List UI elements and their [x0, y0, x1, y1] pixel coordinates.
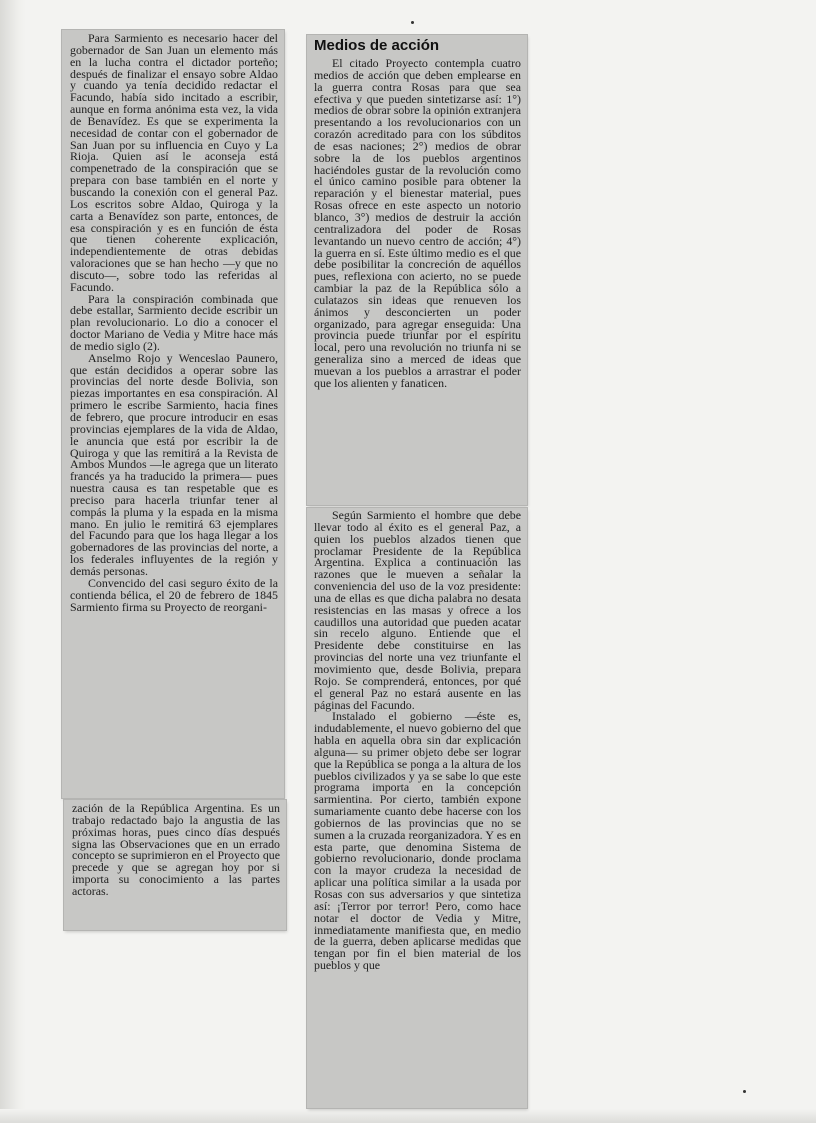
- paragraph: Para la conspiración combinada que debe estallar, Sarmiento decide escribir un plan revolucionario. Lo dio a conocer el doctor Mariano de Vedia y Mitre hace más de medio siglo (2).: [70, 291, 278, 353]
- newspaper-clipping-right-upper: [307, 35, 527, 505]
- scan-page-edge: [0, 0, 26, 1123]
- scan-speck: [411, 21, 414, 24]
- scan-speck: [743, 1090, 746, 1093]
- paragraph: Instalado el gobierno —éste es, indudablemente, el nuevo gobierno del que habla en aquella obra sin dar explicación alguna— su primer objeto debe ser lograr que la República se ponga a la altura de los pueblos civilizados y ya se sabe lo que este programa importa en la concepción sarmientina. Por cierto, también expone sumariamente cuanto debe hacerse con los gobiernos de las provincias que no se sumen a la cruzada reorganizadora. Y es en esta parte, que denomina Sistema de gobierno revolucionario, donde proclama con la mayor crudeza la necesidad de aplicar una política similar a la usada por Rosas con sus adversarios y que sintetiza así: ¡Terror por terror! Pero, como hace notar el doctor de Vedia y Mitre, inmediatamente manifiesta que, en medio de la guerra, deben aplicarse medidas que tengan por fin el bien material de los pueblos y que: [314, 709, 521, 973]
- newspaper-clipping-right-lower: [307, 508, 527, 1108]
- newspaper-clipping-left-upper: [62, 30, 284, 798]
- scan-page-bottom-edge: [0, 1109, 816, 1123]
- paragraph: Para Sarmiento es necesario hacer del gobernador de San Juan un elemento más en la lucha contra el dictador porteño; después de finalizar el ensayo sobre Aldao y cuando ya tenía decidido redactar el Facundo, había sido incitado a escribir, aunque en forma anónima esta vez, la vida de Benavídez. Es que se experimenta la necesidad de contar con el gobernador de San Juan por su influencia en Cuyo y La Rioja. Quien así le aconseja está compenetrado de la conspiración que se prepara con base también en el norte y buscando la conexión con el general Paz. Los escritos sobre Aldao, Quiroga y la carta a Benavídez son parte, entonces, de esa conspiración y es en función de ésta que tienen coherente explicación, independientemente de otras debidas valoraciones que se han hecho —y que no discuto—, sobre todo las referidas al Facundo.: [70, 31, 278, 294]
- newspaper-clipping-left-lower: [64, 800, 286, 930]
- paragraph: Convencido del casi seguro éxito de la contienda bélica, el 20 de febrero de 1845 Sarmiento firma su Proyecto de reorgani-: [70, 575, 278, 614]
- paragraph: Anselmo Rojo y Wenceslao Paunero, que están decididos a operar sobre las provincias del norte desde Bolivia, son piezas importantes en esa conspiración. Al primero le escribe Sarmiento, hacia fines de febrero, que procure introducir en esas provincias ejemplares de la vida de Aldao, le anuncia que está por escribir la de Quiroga y que las remitirá a la Revista de Ambos Mundos —le agrega que un literato francés ya ha traducido la primera— pues nuestra causa es tan respetable que es preciso para hacerla triunfar tener al compás la pluma y la espada en la misma mano. En julio le remitirá 63 ejemplares del Facundo para que los haga llegar a los gobernadores de las provincias del norte, a los federales influyentes de la región y demás personas.: [70, 350, 278, 578]
- paragraph: zación de la República Argentina. Es un trabajo redactado bajo la angustia de las próximas horas, pues cinco días después signa las Observaciones que en un errado concepto se suprimieron en el Proyecto que precede y que se agregan hoy por si importa su conocimiento a las partes actoras.: [72, 801, 280, 898]
- section-heading: Medios de acción: [314, 37, 440, 54]
- paragraph: El citado Proyecto contempla cuatro medios de acción que deben emplearse en la guerra contra Rosas para que sea efectiva y que pueden sintetizarse así: 1°) medios de obrar sobre la opinión extranjera presentando a los revolucionarios con un corazón acreditado para con los súbditos de esas naciones; 2°) medios de obrar sobre la de los pueblos argentinos haciéndoles gustar de la revolución como el único camino posible para obtener la reparación y el bienestar material, pues Rosas ofrece en este aspecto un notorio blanco, 3°) medios de destruir la acción centralizadora del poder de Rosas levantando un nuevo centro de acción; 4°) la guerra en sí. Este último medio es el que debe posibilitar la concreción de aquéllos pues, reflexiona con acierto, no se puede cambiar la paz de la República sólo a culatazos sin ideas que renueven los ánimos y desconcierten un poder organizado, para agregar enseguida: Una provincia puede triunfar por el espíritu local, pero una revolución no triunfa ni se generaliza sino a merced de ideas que muevan a los pueblos a arrastrar el poder que los alienten y fanaticen.: [314, 56, 521, 390]
- paragraph: Según Sarmiento el hombre que debe llevar todo al éxito es el general Paz, a quien los pueblos alzados tienen que proclamar Presidente de la República Argentina. Explica a continuación las razones que le mueven a señalar la conveniencia del uso de la voz presidente: una de ellas es que dicha palabra no desata resistencias en las masas y ofrece a los caudillos una autoridad que pueden acatar sin recelo alguno. Entiende que el Presidente debe constituirse en las provincias del norte una vez triunfante el movimiento que, desde Bolivia, prepara Rojo. Se comprenderá, entonces, por qué el general Paz no estará ausente en las páginas del Facundo.: [314, 508, 521, 712]
